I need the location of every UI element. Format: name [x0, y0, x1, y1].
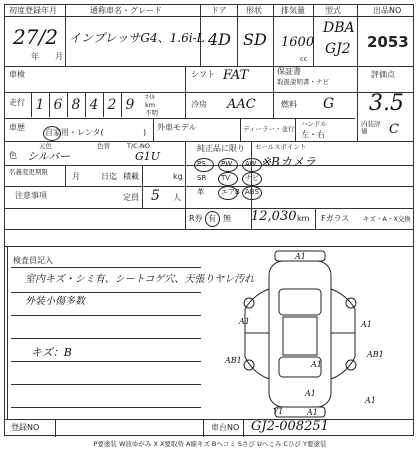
capacity-unit: 人: [173, 193, 181, 202]
shift-label: シフト: [191, 70, 215, 79]
damage-label: A1: [365, 396, 376, 405]
rule: [7, 246, 8, 419]
original-color-label: 元色: [39, 142, 52, 150]
rule: [5, 186, 413, 187]
vin-label: 車台NO: [211, 423, 240, 432]
rule: [273, 5, 274, 66]
rule: [5, 419, 413, 420]
rule: [11, 361, 201, 362]
rule: [185, 141, 186, 229]
ac-label: 冷房: [191, 100, 207, 109]
month-label: 月: [72, 172, 80, 181]
score-value: 3.5: [369, 91, 404, 116]
rule: [273, 66, 274, 118]
option-8: エアB: [221, 188, 240, 196]
model-name-value: インプレッサG4、1.6i-L: [69, 31, 205, 45]
dealer-label: ディーラー・並行: [243, 125, 295, 133]
damage-legend: P要塗装 W波ゆがみ X X要取替 A線キズ Bヘコミ Sさび Uへこみ Cひび Y要塗装: [93, 440, 327, 448]
fuel-label: 燃料: [281, 100, 297, 109]
r-ticket-yes: 有: [208, 214, 216, 223]
damage-label: A1: [305, 389, 316, 398]
mileage-due-unit: km: [297, 214, 310, 223]
interior-value: C: [389, 122, 399, 137]
auction-sheet: [4, 4, 414, 436]
color-label: 色: [9, 151, 17, 160]
damage-label: A1: [307, 408, 318, 417]
name-change-label: 名義変更期限: [9, 168, 48, 176]
rule: [11, 267, 201, 268]
color-change-label: 色替: [97, 142, 110, 150]
rule: [5, 246, 413, 247]
entry-no-value: 2053: [367, 33, 409, 51]
score-label: 評価点: [371, 70, 395, 79]
ac-value: AAC: [227, 97, 256, 112]
r-ticket-label: R券: [189, 214, 203, 223]
inspector-line-3: キズ：B: [31, 346, 72, 359]
history-circle: [43, 126, 61, 141]
outside-model-label: 外車モデル: [157, 123, 197, 132]
mileage-digit: 9: [121, 93, 138, 117]
doors-value: 4D: [208, 30, 232, 49]
rule: [11, 292, 201, 293]
mileage-digit: 2: [103, 93, 120, 117]
sales-point-value: ※Bカメラ: [261, 155, 316, 169]
mileage-digit: 6: [49, 93, 66, 117]
color-code-value: G1U: [135, 150, 161, 163]
rule: [5, 141, 413, 142]
rule: [295, 118, 296, 141]
windshield: [279, 289, 321, 315]
r-ticket-circle: [205, 211, 220, 227]
rule: [11, 315, 201, 316]
scratch-label: キズ・A・X交換: [363, 215, 411, 223]
option-circle: [242, 172, 262, 186]
option-3: AW: [245, 160, 257, 168]
option-5: TV: [221, 174, 231, 182]
inspection-label: 車検: [9, 70, 25, 79]
option-circle: [218, 172, 238, 186]
rule: [5, 16, 413, 17]
inspector-line-1: 室内キズ・シミ有、シートコゲ穴、天張りヤレ汚れ: [25, 274, 255, 285]
kg-label: kg: [173, 172, 183, 181]
interior-label: 内装評価: [361, 120, 381, 135]
option-7: 革: [197, 188, 204, 196]
rule: [65, 5, 66, 66]
rule: [5, 66, 413, 67]
damage-label: A1: [361, 320, 372, 329]
rule: [357, 5, 358, 118]
rule: [5, 208, 413, 209]
mileage-digit: 1: [31, 93, 48, 117]
rule: [243, 419, 244, 437]
damage-label: A1: [311, 360, 322, 369]
option-circle: [194, 158, 214, 172]
model-type-value-1: DBA: [323, 20, 355, 36]
option-6: ナビ: [245, 174, 259, 182]
shape-label: 形状: [246, 6, 262, 15]
mileage-digit: 8: [67, 93, 84, 117]
left-side: [245, 289, 269, 379]
rule: [11, 384, 201, 385]
mileage-unit-bottom: 不明: [145, 109, 158, 117]
mileage-unit-mid: km: [145, 101, 156, 109]
handle-value: 左・右: [301, 130, 325, 139]
damage-label: A1: [295, 252, 306, 261]
model-name-label: 通称車名・グレード: [90, 6, 162, 15]
r-ticket-no: 無: [223, 214, 231, 223]
option-4: SR: [197, 174, 207, 182]
sales-point-label: セールスポイント: [255, 143, 307, 151]
option-circle: [218, 158, 238, 172]
notes-label: 注意事項: [15, 191, 47, 200]
shape-value: SD: [243, 30, 267, 49]
history-close: ): [143, 128, 147, 137]
rule: [357, 118, 358, 141]
damage-label: A1: [239, 317, 250, 326]
day-label: 日迄: [101, 172, 117, 181]
rule: [5, 118, 355, 119]
rule: [153, 118, 154, 141]
rule: [11, 338, 201, 339]
option-1: PS: [197, 160, 206, 168]
rear-left-wheel: [244, 360, 254, 370]
mileage-digit: 4: [85, 93, 102, 117]
rule: [142, 165, 143, 208]
capacity-label: 定員: [123, 193, 139, 202]
displacement-value: 1600: [281, 35, 315, 50]
history-label: 車歴: [9, 123, 25, 132]
genuine-label: 純正品に限り: [197, 144, 245, 153]
month-unit: 月: [55, 52, 63, 61]
mileage-due-value: 12,030: [251, 209, 297, 224]
inspector-label: 検査員記入: [13, 256, 53, 265]
rear-right-wheel: [346, 360, 356, 370]
rule: [11, 407, 201, 408]
fglass-label: Fガラス: [321, 214, 350, 223]
registration-no-label: 登録NO: [11, 423, 40, 432]
inspector-line-2: 外装小傷多数: [25, 296, 85, 307]
rule: [240, 118, 241, 141]
right-side: [331, 289, 355, 379]
rule: [237, 5, 238, 66]
displacement-label: 排気量: [281, 6, 305, 15]
damage-label: Y1: [273, 407, 284, 416]
fuel-value: G: [323, 96, 335, 112]
car-damage-diagram: [231, 249, 371, 419]
model-type-value-2: GJ2: [325, 41, 351, 57]
option-circle: [242, 186, 262, 200]
mileage-label: 走行: [9, 98, 25, 107]
doors-label: ドア: [211, 6, 227, 15]
year-unit: 年: [31, 52, 39, 61]
handle-label: ハンドル: [301, 120, 327, 128]
warranty-label: 保証書: [277, 67, 301, 76]
shift-value: FAT: [223, 68, 249, 83]
model-type-label: 型式: [325, 6, 341, 15]
load-label: 積載: [123, 172, 139, 181]
entry-no-label: 出品NO: [373, 6, 402, 15]
rule: [5, 229, 413, 230]
option-9: ABS: [245, 188, 259, 196]
color-value: シルバー: [27, 150, 70, 163]
first-registration-value: 27/2: [13, 25, 58, 49]
history-value: 自家用・レンタ(: [45, 128, 104, 137]
rule: [65, 165, 66, 186]
warranty-sub: 取扱説明書・ナビ: [277, 78, 329, 86]
color-code-label: T/C-NO: [127, 142, 151, 150]
mileage-unit-top: ﾏｲﾙ: [145, 93, 155, 101]
roof: [283, 317, 317, 355]
damage-label: AB1: [367, 350, 384, 359]
vin-value: GJ2-008251: [251, 419, 329, 434]
option-circle: [242, 158, 262, 172]
option-circle: [218, 186, 238, 200]
capacity-value: 5: [151, 188, 160, 204]
damage-label: AB1: [225, 356, 242, 365]
rule: [185, 66, 186, 118]
rule: [315, 208, 316, 229]
car-body-outline: [269, 261, 331, 407]
first-registration-label: 初度登録年月: [9, 6, 57, 15]
option-2: PW: [221, 160, 233, 168]
rule: [55, 419, 56, 437]
rule: [203, 419, 204, 437]
cc-unit: cc: [300, 55, 308, 63]
